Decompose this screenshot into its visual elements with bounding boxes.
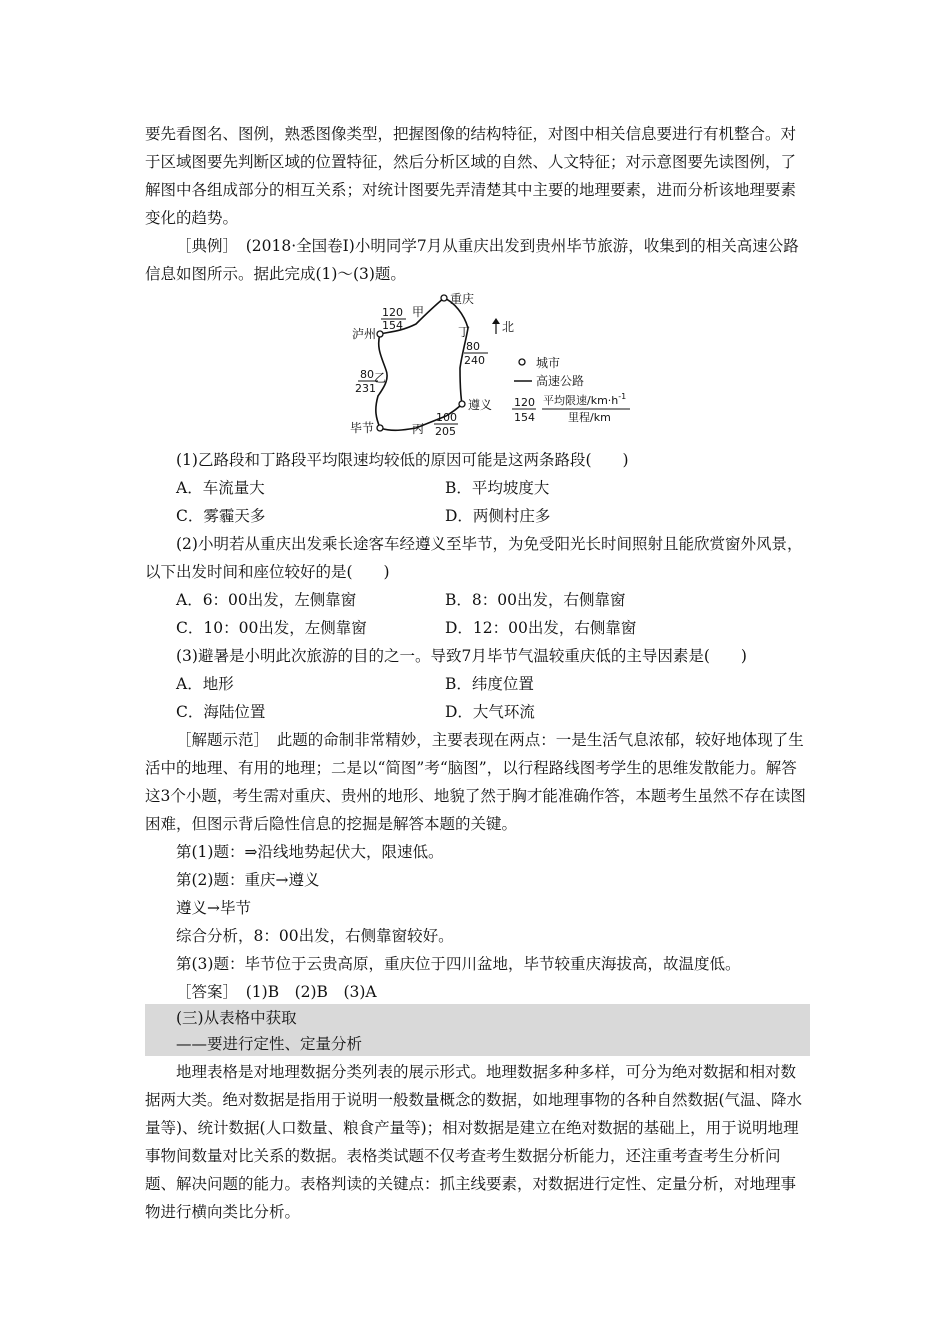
segment-yi-speed: 80 bbox=[360, 368, 374, 381]
q1-option-c: C．雾霾天多 bbox=[176, 507, 266, 525]
segment-bing-name: 丙 bbox=[412, 422, 425, 436]
segment-jia-dist: 154 bbox=[382, 319, 403, 332]
legend-speed-text: 平均限速/km·h bbox=[543, 394, 619, 407]
city-zunyi-label: 遵义 bbox=[468, 398, 493, 412]
section-subtitle: ——要进行定性、定量分析 bbox=[176, 1035, 363, 1053]
q3-option-a: A．地形 bbox=[176, 675, 234, 693]
section-title: (三)从表格中获取 bbox=[176, 1009, 297, 1027]
segment-yi-dist: 231 bbox=[355, 382, 376, 395]
step-2a: 第(2)题：重庆→遵义 bbox=[176, 871, 320, 889]
highway-map bbox=[340, 292, 670, 440]
city-bijie-label: 毕节 bbox=[350, 421, 375, 435]
north-label: 北 bbox=[502, 320, 515, 334]
segment-ding-dist: 240 bbox=[464, 354, 485, 367]
segment-ding-speed: 80 bbox=[466, 340, 480, 353]
segment-ding-name: 丁 bbox=[458, 325, 471, 339]
segment-bing-dist: 205 bbox=[435, 425, 456, 438]
legend-dist-label: 里程/km bbox=[568, 411, 611, 424]
q2-option-c: C．10：00出发，左侧靠窗 bbox=[176, 619, 367, 637]
segment-yi-name: 乙 bbox=[374, 371, 387, 385]
table-paragraph: 地理表格是对地理数据分类列表的展示形式。地理数据多种多样，可分为绝对数据和相对数据两大类。绝对数据是指用于说明一般数量概念的数据，如地理事物的各种自然数据(气温、降水量等)、统计数据(人口数量、粮食产量等)；相对数据是建立在绝对数据的基础上，用于说明地理事物间数量对比关系的数据。表格类试题不仅考查考生数据分析能力，还注重考查考生分析问题、解决问题的能力。表格判读的关键点：抓主线要素，对数据进行定性、定量分析，对地理事物进行横向类比分析。 bbox=[145, 1063, 803, 1221]
legend-sample-dist: 154 bbox=[514, 411, 535, 424]
q1-option-b: B．平均坡度大 bbox=[445, 479, 550, 497]
intro-paragraph: 要先看图名、图例，熟悉图像类型，把握图像的结构特征，对图中相关信息要进行有机整合。对于区域图要先判断区域的位置特征，然后分析区域的自然、人文特征；对示意图要先读图例，了解图中各组成部分的相互关系；对统计图要先弄清楚其中主要的地理要素，进而分析该地理要素变化的趋势。 bbox=[145, 125, 797, 227]
segment-jia-name: 甲 bbox=[412, 305, 425, 319]
legend-speed-exp: -1 bbox=[618, 392, 627, 401]
step-2b: 遵义→毕节 bbox=[176, 899, 251, 917]
city-bijie-marker bbox=[377, 425, 383, 431]
q3-option-b: B．纬度位置 bbox=[445, 675, 534, 693]
analysis-paragraph: ［解题示范］ 此题的命制非常精妙，主要表现在两点：一是生活气息浓郁，较好地体现了生活中的地理、有用的地理；二是以“简图”考“脑图”，以行程路线图考学生的思维发散能力。解答这3个小题，考生需对重庆、贵州的地形、地貌了然于胸才能准确作答，本题考生虽然不存在读图困难，但图示背后隐性信息的挖掘是解答本题的关键。 bbox=[145, 731, 806, 833]
example-paragraph: ［典例］ (2018·全国卷Ⅰ)小明同学7月从重庆出发到贵州毕节旅游，收集到的相关高速公路信息如图所示。据此完成(1)～(3)题。 bbox=[145, 237, 799, 283]
segment-bing-speed: 100 bbox=[436, 411, 457, 424]
step-2c: 综合分析，8：00出发，右侧靠窗较好。 bbox=[176, 927, 454, 945]
segment-jia-speed: 120 bbox=[382, 306, 403, 319]
legend-sample-speed: 120 bbox=[514, 396, 535, 409]
legend-speed-label bbox=[543, 392, 626, 407]
q3-stem: (3)避暑是小明此次旅游的目的之一。导致7月毕节气温较重庆低的主导因素是( ) bbox=[176, 647, 747, 665]
q1-option-a: A．车流量大 bbox=[176, 479, 265, 497]
step-1: 第(1)题：⇒沿线地势起伏大，限速低。 bbox=[176, 843, 444, 861]
city-luzhou-label: 泸州 bbox=[352, 327, 377, 341]
legend-city-icon bbox=[519, 359, 525, 365]
q1-option-d: D．两侧村庄多 bbox=[445, 507, 551, 525]
city-chongqing-label: 重庆 bbox=[450, 292, 475, 306]
answer-line: ［答案］ (1)B (2)B (3)A bbox=[176, 983, 377, 1001]
q3-option-c: C．海陆位置 bbox=[176, 703, 266, 721]
city-chongqing-marker bbox=[441, 295, 447, 301]
legend-highway-label: 高速公路 bbox=[536, 374, 585, 388]
q3-option-d: D．大气环流 bbox=[445, 703, 535, 721]
legend-city-label: 城市 bbox=[536, 356, 561, 370]
q2-option-d: D．12：00出发，右侧靠窗 bbox=[445, 619, 637, 637]
city-zunyi-marker bbox=[459, 401, 465, 407]
q2-option-a: A．6：00出发，左侧靠窗 bbox=[176, 591, 357, 609]
step-3: 第(3)题：毕节位于云贵高原，重庆位于四川盆地，毕节较重庆海拔高，故温度低。 bbox=[176, 955, 741, 973]
q1-stem: (1)乙路段和丁路段平均限速均较低的原因可能是这两条路段( ) bbox=[176, 451, 629, 469]
q2-option-b: B．8：00出发，右侧靠窗 bbox=[445, 591, 626, 609]
q2-stem: (2)小明若从重庆出发乘长途客车经遵义至毕节，为免受阳光长时间照射且能欣赏窗外风景，以下出发时间和座位较好的是( ) bbox=[145, 535, 803, 581]
